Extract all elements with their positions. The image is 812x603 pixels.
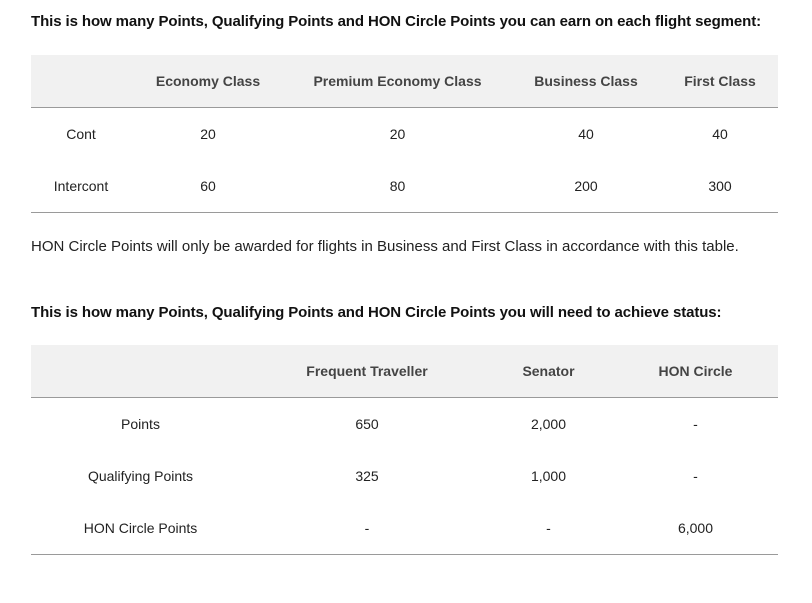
column-header-first: First Class: [662, 55, 778, 108]
table-cell: 40: [578, 126, 594, 142]
table-row: [31, 502, 778, 555]
table-cell: 20: [200, 126, 216, 142]
table-row: [31, 160, 778, 213]
status-requirements-table: [31, 345, 778, 555]
table-cell: 650: [355, 416, 379, 432]
hon-circle-note: HON Circle Points will only be awarded for flights in Business and First Class in accordance with this table.: [31, 238, 739, 255]
earn-heading: This is how many Points, Qualifying Points and HON Circle Points you can earn on each flight segment:: [31, 13, 762, 30]
column-header-business: Business Class: [510, 55, 662, 108]
table-cell: 40: [712, 126, 728, 142]
table-cell: -: [693, 468, 698, 484]
table-row: [31, 450, 778, 502]
table-row: [31, 398, 778, 451]
row-label: Intercont: [31, 160, 131, 213]
table-header-row: [31, 55, 778, 108]
table-cell: 20: [389, 126, 406, 142]
table-cell: -: [250, 502, 484, 555]
status-heading: This is how many Points, Qualifying Points and HON Circle Points you will need to achieve status:: [31, 304, 722, 321]
column-header: [31, 345, 250, 398]
table-cell: 80: [285, 160, 510, 213]
table-cell: -: [693, 416, 698, 432]
row-label: Cont: [66, 126, 96, 142]
table-cell: -: [484, 502, 613, 555]
table-cell: 325: [355, 468, 379, 484]
table-cell: 6,000: [613, 502, 778, 555]
table-cell: 2,000: [530, 416, 567, 432]
table-cell: 1,000: [530, 468, 567, 484]
table-cell: 60: [131, 160, 285, 213]
table-cell: 200: [510, 160, 662, 213]
column-header-senator: Senator: [484, 345, 613, 398]
row-label: Points: [121, 416, 160, 432]
table-row: [31, 108, 778, 161]
column-header-premium-economy: Premium Economy Class: [285, 55, 510, 108]
column-header: [31, 55, 131, 108]
column-header-frequent-traveller: Frequent Traveller: [250, 345, 484, 398]
column-header-economy: Economy Class: [131, 55, 285, 108]
row-label: HON Circle Points: [31, 502, 250, 555]
column-header-hon-circle: HON Circle: [613, 345, 778, 398]
table-cell: 300: [662, 160, 778, 213]
row-label: Qualifying Points: [87, 468, 194, 484]
earn-points-table: [31, 55, 778, 213]
table-header-row: [31, 345, 778, 398]
